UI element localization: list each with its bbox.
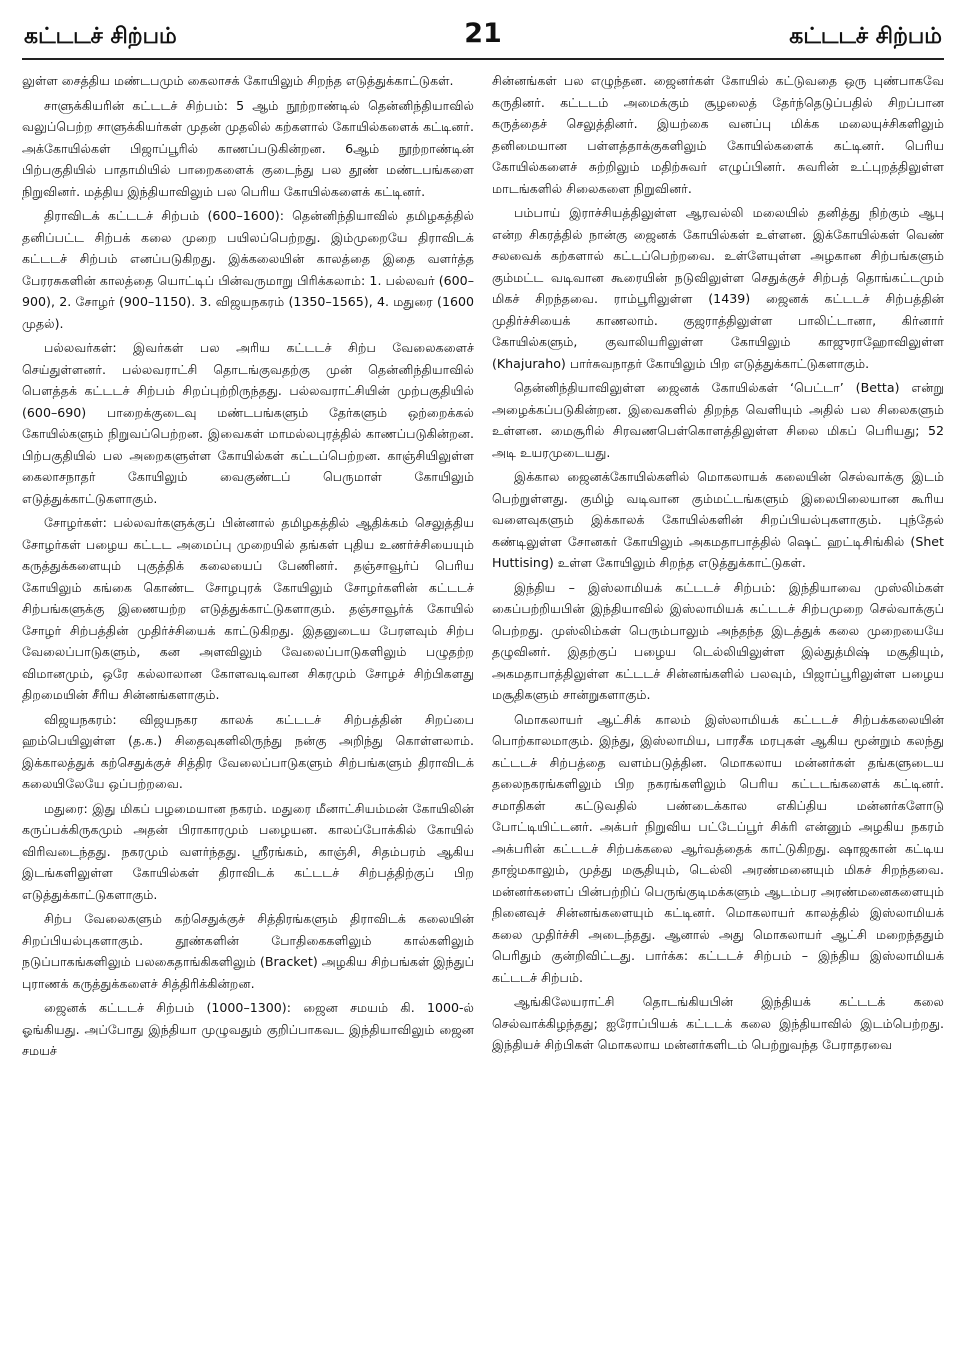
- paragraph: திராவிடக் கட்டடச் சிற்பம் (600–1600): தென்னிந்தியாவில் தமிழகத்தில் தனிப்பட்ட சிற்பக் கலை முறை பயிலப்பெற்றது. இம்முறையே திராவிடக் கட்டடச் சிற்பம் எனப்படுகிறது. இக்கலையின் காலத்தை இதை வளர்த்த பேரரசுகளின் காலத்தை யொட்டிப் பின்வருமாறு பிரிக்கலாம்: 1. பல்லவர் (600–900), 2. சோழர் (900–1150). 3. விஜயநகரம் (1350–1565), 4. மதுரை (1600 முதல்).: [22, 208, 474, 331]
- running-title-right: கட்டடச் சிற்பம்: [789, 24, 942, 49]
- paragraph: பம்பாய் இராச்சியத்திலுள்ள ஆரவல்லி மலையில் தனித்து நிற்கும் ஆபு என்ற சிகரத்தில் நான்கு ஜைனக் கோயில்கள் உள்ளன. இக்கோயில்கள் வெண் சலவைக் கற்களால் கட்டப்பெற்றவை. உள்ளேயுள்ள அழகான சிற்பங்களும் கும்மட்ட வடிவான கூரையின் நடுவிலுள்ள செதுக்குச் சிற்பத் தொங்கட்டமும் மிகச் சிறந்தவை. ராம்பூரிலுள்ள (1439) ஜைனக் கட்டடச் சிற்பத்தின் முதிர்ச்சியைக் காணலாம். குஜராத்திலுள்ள பாலிட்டானா, கிர்னார் கோயில்களும், குவாலியரிலுள்ள கோயிலும் காஜுராஹோவிலுள்ள (Khajuraho) பார்சுவநாதர் கோயிலும் பிற எடுத்துக்காட்டுகளாகும்.: [492, 205, 944, 371]
- paragraph: சிற்ப வேலைகளும் கற்செதுக்குச் சித்திரங்களும் திராவிடக் கலையின் சிறப்பியல்புகளாகும். தூண்களின் போதிகைகளிலும் கால்களிலும் நடுப்பாகங்களிலும் பலகைதாங்கிகளிலும் (Bracket) அழகிய சிற்பங்கள் இந்துப் புராணக் கருத்துக்களைச் சித்திரிக்கின்றன.: [22, 911, 474, 991]
- paragraph: ஆங்கிலேயராட்சி தொடங்கியபின் இந்தியக் கட்டடக் கலை செல்வாக்கிழந்தது; ஐரோப்பியக் கட்டடக் கலை இந்தியாவில் இடம்பெற்றது. இந்தியச் சிற்பிகள் மொகலாய மன்னர்களிடம் பெற்றுவந்த பேராதரவை: [492, 994, 944, 1052]
- paragraph: தென்னிந்தியாவிலுள்ள ஜைனக் கோயில்கள் ‘பெட்டா’ (Betta) என்று அழைக்கப்படுகின்றன. இவைகளில் திறந்த வெளியும் அதில் பல சிலைகளும் உள்ளன. மைசூரில் சிரவணபெள்கொளத்திலுள்ள சிலை மிகப் பெரியது; 52 அடி உயரமுடையது.: [492, 380, 944, 460]
- paragraph: சின்னங்கள் பல எழுந்தன. ஜைனர்கள் கோயில் கட்டுவதை ஒரு புண்பாகவே கருதினர். கட்டடம் அமைக்கும் சூழலைத் தேர்ந்தெடுப்பதில் சிறப்பான கருத்தைச் செலுத்தினர். இயற்கை வனப்பு மிக்க மலையுச்சிகளிலும் தனிமையான பள்ளத்தாக்குகளிலும் கோயில்களைக் கட்டினர். பெரிய கோயில்களைச் சுற்றிலும் மதிற்சுவர் எழுப்பினர். சுவரின் உட்புறத்திலுள்ள மாடங்களில் சிலைகளை நிறுவினர்.: [492, 73, 944, 196]
- running-title-left: கட்டடச் சிற்பம்: [24, 24, 177, 49]
- paragraph: சோழர்கள்: பல்லவர்களுக்குப் பின்னால் தமிழகத்தில் ஆதிக்கம் செலுத்திய சோழர்கள் பழைய கட்டட அமைப்பு முறையில் தங்கள் புதிய உணர்ச்சியையும் கருத்துக்களையும் புகுத்திக் கலையைப் பேணினர். தஞ்சாவூர்ப் பெரிய கோயிலும் கங்கை கொண்ட சோழபுரக் கோயிலும் சோழர்களின் கட்டடச் சிற்பங்களுக்கு இணையற்ற எடுத்துக்காட்டுகளாகும். தஞ்சாவூர்க் கோயில் சோழர் சிற்பத்தின் முதிர்ச்சியைக் காட்டுகிறது. இதனுடைய பேரளவும் சிற்ப வேலைப்பாடுகளும், கன அளவிலும் வேலைப்பாடுகளிலும் பழுதற்ற விமானமும், ஒரே கல்லாலான கோளவடிவான சிகரமும் சோழச் சிற்பிகளது திறமையின் சீரிய சின்னங்களாகும்.: [22, 515, 474, 702]
- paragraph: இக்கால ஜைனக்கோயில்களில் மொகலாயக் கலையின் செல்வாக்கு இடம் பெற்றுள்ளது. குமிழ் வடிவான கும்மட்டங்களும் இலைபிலையான கூரிய வளைவுகளும் இக்காலக் கோயில்களின் சிறப்பியல்புகளாகும். புந்தேல் கண்டிலுள்ள சோனகர் கோயிலும் அகமதாபாத்தில் ஷெட் ஹட்டிசிங்கில் (Shet Huttising) உள்ள கோயிலும் சிறந்த எடுத்துக்காட்டுகள்.: [492, 469, 944, 570]
- paragraph: சாளுக்கியரின் கட்டடச் சிற்பம்: 5 ஆம் நூற்றாண்டில் தென்னிந்தியாவில் வலுப்பெற்ற சாளுக்கியர்கள் முதன் முதலில் கற்களால் கோயில்களைக் கட்டினர். அக்கோயில்கள் பிஜாப்பூரில் காணப்படுகின்றன. 6ஆம் நூற்றாண்டின் பிற்பகுதியில் பாதாமியில் பாறைகளைக் குடைந்து பல தூண் மண்டபங்களை நிறுவினர். மத்திய இந்தியாவிலும் பல பெரிய கோயில்களைக் கட்டினர்.: [22, 97, 474, 199]
- paragraph: ஜைனக் கட்டடச் சிற்பம் (1000–1300): ஜைன சமயம் கி. 1000-ல் ஓங்கியது. அப்போது இந்தியா முழுவதும் குறிப்பாகவட இந்தியாவிலும் ஜைன சமயச்: [22, 1000, 474, 1058]
- right-column: [492, 70, 944, 1065]
- paragraph: மொகலாயர் ஆட்சிக் காலம் இஸ்லாமியக் கட்டடச் சிற்பக்கலையின் பொற்காலமாகும். இந்து, இஸ்லாமிய, பாரசீக மரபுகள் ஆகிய மூன்றும் கலந்து கட்டடச் சிற்பத்தை வளம்படுத்தின. மொகலாய மன்னர்கள் தங்களுடைய தலைநகரங்களிலும் பிற நகரங்களிலும் பெரிய கட்டடங்களைக் கட்டினர். சமாதிகள் கட்டுவதில் பண்டைக்கால எகிப்திய மன்னர்களோடு போட்டியிட்டனர். அக்பர் நிறுவிய பட்டேப்பூர் சிக்ரி என்னும் அழகிய நகரம் அக்பரின் கட்டடச் சிற்பக்கலை ஆர்வத்தைக் காட்டுகிறது. ஷாஜகான் கட்டிய தாஜ்மகாலும், முத்து மசூதியும், டெல்லி அரண்மனையும் மிகச் சிறந்தவை. மன்னர்களைப் பின்பற்றிப் பெருங்குடிமக்களும் ஆடம்பர அரண்மனைகளையும் நினைவுச் சின்னங்களையும் கட்டினர். மொகலாயர் காலத்தில் இஸ்லாமியக் கலை முதிர்ச்சி அடைந்தது. ஆனால் அது மொகலாயர் ஆட்சி மறைந்ததும் பெரிதும் குன்றிவிட்டது. பார்க்க: கட்டடச் சிற்பம் – இந்திய இஸ்லாமியக் கட்டடச் சிற்பம்.: [492, 711, 944, 985]
- text-columns: [22, 60, 944, 1065]
- paragraph: லுள்ள சைத்திய மண்டபமும் கைலாசக் கோயிலும் சிறந்த எடுத்துக்காட்டுகள்.: [22, 73, 454, 88]
- page-number: 21: [464, 18, 502, 49]
- left-column: [22, 70, 474, 1065]
- paragraph: பல்லவர்கள்: இவர்கள் பல அரிய கட்டடச் சிற்ப வேலைகளைச் செய்துள்ளனர். பல்லவராட்சி தொடங்குவதற்கு முன் தென்னிந்தியாவில் பௌத்தக் கட்டடச் சிற்பம் சிறப்புற்றிருந்தது. பல்லவராட்சியின் முற்பகுதியில் (600–690) பாறைக்குடைவு மண்டபங்களும் தேர்களும் ஒற்றைக்கல் கோயில்களும் நிறுவப்பெற்றன. இவைகள் மாமல்லபுரத்தில் காணப்படுகின்றன. பிற்பகுதியில் பல அறைகளுள்ள கோயில்கள் கட்டப்பெற்றன. காஞ்சியிலுள்ள கைலாசநாதர் கோயிலும் வைகுண்டப் பெருமாள் கோயிலும் எடுத்துக்காட்டுகளாகும்.: [22, 340, 474, 506]
- paragraph: இந்திய – இஸ்லாமியக் கட்டடச் சிற்பம்: இந்தியாவை முஸ்லிம்கள் கைப்பற்றியபின் இந்தியாவில் இஸ்லாமியக் கட்டடச் சிற்பமுறை செல்வாக்குப் பெற்றது. முஸ்லிம்கள் பெரும்பாலும் அந்தந்த இடத்துக் கலை முறையையே தழுவினர். இதற்குப் பழைய டெல்லியிலுள்ள இல்துத்மிஷ் மசூதியும், அகமதாபாத்திலுள்ள கட்டடச் சின்னங்களில் பலவும், பிஜாப்பூரிலுள்ள பழைய மசூதிகளும் சான்றுகளாகும்.: [492, 579, 944, 702]
- paragraph: மதுரை: இது மிகப் பழமையான நகரம். மதுரை மீனாட்சியம்மன் கோயிலின் கருப்பக்கிருகமும் அதன் பிராகாரமும் பழையன. காலப்போக்கில் கோயில் விரிவடைந்தது. நகரமும் வளர்ந்தது. ஸ்ரீரங்கம், காஞ்சி, சிதம்பரம் ஆகிய இடங்களிலுள்ள கோயில்கள் திராவிடக் கட்டடச் சிற்பத்திற்குப் பிற எடுத்துக்காட்டுகளாகும்.: [22, 800, 474, 902]
- paragraph: விஜயநகரம்: விஜயநகர காலக் கட்டடச் சிற்பத்தின் சிறப்பை ஹம்பெயிலுள்ள (த.க.) சிதைவுகளிலிருந்து நன்கு அறிந்து கொள்ளலாம். இக்காலத்துக் கற்செதுக்குச் சித்திர வேலைப்பாடுகளும் சிற்பங்களும் திராவிடக் கலையிலேயே ஒப்பற்றவை.: [22, 711, 474, 791]
- page-header: [22, 14, 944, 60]
